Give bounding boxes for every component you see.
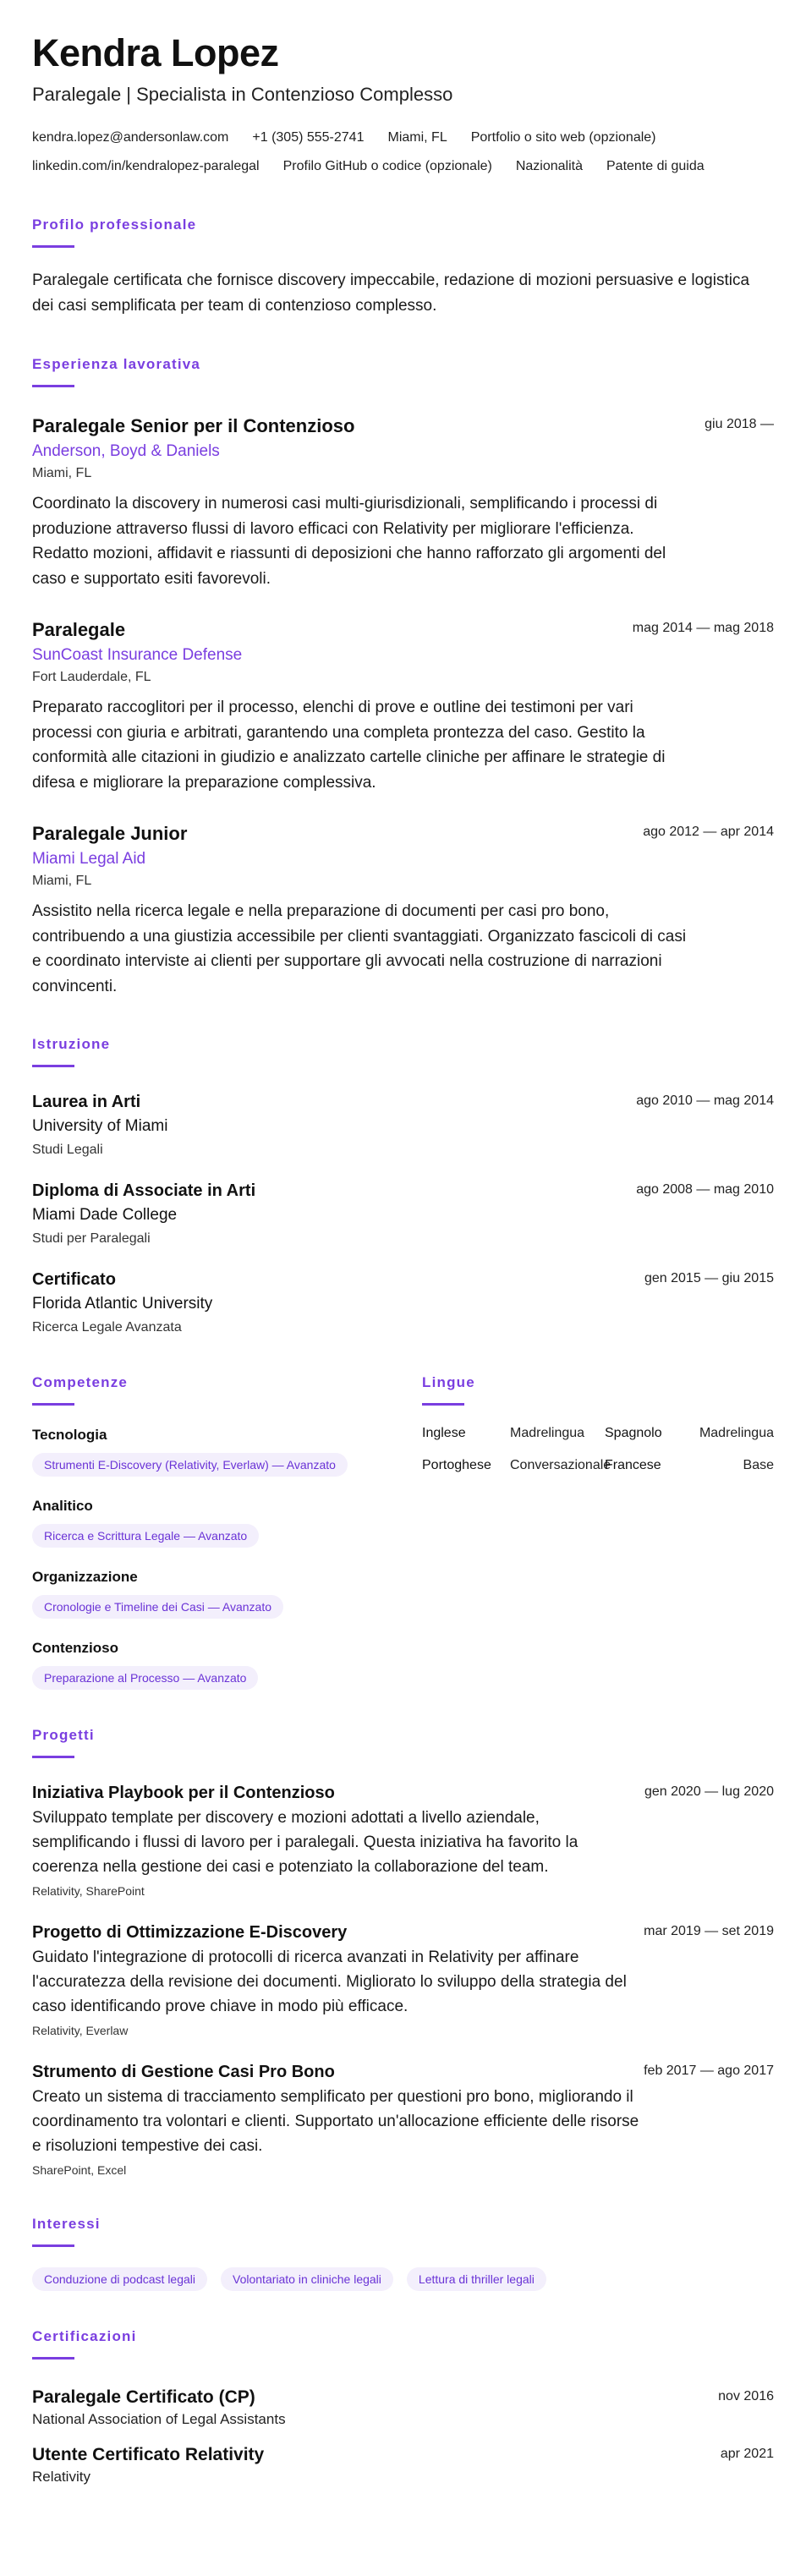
school-name: Miami Dade College bbox=[32, 1206, 178, 1224]
skill-chip: Cronologie e Timeline dei Casi — Avanzato bbox=[32, 1595, 283, 1619]
job-title: Paralegale Junior bbox=[32, 823, 188, 844]
section-divider bbox=[32, 2244, 74, 2247]
experience-section bbox=[32, 356, 774, 999]
certification-issuer: Relativity bbox=[32, 2469, 90, 2485]
certifications-section bbox=[32, 2328, 774, 2486]
project-dates: gen 2020 — lug 2020 bbox=[644, 1784, 774, 1799]
section-title: Istruzione bbox=[32, 1036, 111, 1052]
study-field: Studi Legali bbox=[32, 1143, 103, 1157]
skill-chip: Ricerca e Scrittura Legale — Avanzato bbox=[32, 1524, 259, 1548]
contact-list bbox=[32, 123, 774, 181]
section-divider bbox=[422, 1403, 464, 1406]
certification-entry bbox=[32, 2444, 774, 2486]
section-title: Profilo professionale bbox=[32, 216, 197, 233]
job-description: Coordinato la discovery in numerosi casi multi-giurisdizionali, semplificando i processi di produzione attraverso flussi di lavoro efficaci con Relativity per migliorare l'efficienza. Redatto mozioni, affidavit e riassunti di deposizioni che hanno rafforzato gli argomenti del caso e supportato esiti favorevoli. bbox=[32, 495, 666, 588]
project-tech: SharePoint, Excel bbox=[32, 2163, 127, 2177]
project-entry bbox=[32, 1921, 774, 2039]
contact-github[interactable]: Profilo GitHub o codice (opzionale) bbox=[282, 159, 492, 173]
section-divider bbox=[32, 1065, 74, 1067]
interest-chip: Lettura di thriller legali bbox=[407, 2267, 546, 2291]
project-entry bbox=[32, 1782, 774, 1899]
company-name: Anderson, Boyd & Daniels bbox=[32, 442, 220, 460]
contact-portfolio[interactable]: Portfolio o sito web (opzionale) bbox=[470, 130, 656, 145]
project-description: Guidato l'integrazione di protocolli di ricerca avanzati in Relativity per affinare l'accuratezza della revisione dei documenti. Migliorato lo sviluppo della strategia del caso identificando prove chiave in modo più efficace. bbox=[32, 1948, 627, 2015]
education-entry bbox=[32, 1091, 774, 1159]
contact-nationality: Nazionalità bbox=[515, 159, 583, 173]
project-dates: mar 2019 — set 2019 bbox=[644, 1924, 774, 1938]
profile-section bbox=[32, 216, 774, 319]
project-description: Creato un sistema di tracciamento semplificato per questioni pro bono, migliorando il coordinamento tra volontari e clienti. Supportato un'allocazione efficiente delle risorse e risoluzioni tempestive dei casi. bbox=[32, 2088, 639, 2155]
certification-issuer: National Association of Legal Assistants bbox=[32, 2411, 286, 2427]
interest-list bbox=[32, 2267, 774, 2291]
education-entry bbox=[32, 1180, 774, 1248]
candidate-headline: Paralegale | Specialista in Contenzioso Complesso bbox=[32, 84, 453, 105]
skill-category: Contenzioso bbox=[32, 1640, 118, 1656]
interest-chip: Volontariato in cliniche legali bbox=[221, 2267, 393, 2291]
section-divider bbox=[32, 245, 74, 248]
certification-date: nov 2016 bbox=[718, 2389, 774, 2403]
company-name: SunCoast Insurance Defense bbox=[32, 646, 243, 664]
job-title: Paralegale bbox=[32, 619, 126, 640]
contact-phone[interactable]: +1 (305) 555-2741 bbox=[252, 130, 365, 145]
section-divider bbox=[32, 2357, 74, 2360]
study-field: Ricerca Legale Avanzata bbox=[32, 1320, 182, 1335]
project-name: Progetto di Ottimizzazione E-Discovery bbox=[32, 1923, 348, 1942]
section-divider bbox=[32, 385, 74, 387]
language-level: Conversazionale bbox=[510, 1458, 611, 1472]
skill-category: Analitico bbox=[32, 1498, 93, 1514]
section-divider bbox=[32, 1756, 74, 1758]
skill-group bbox=[32, 1497, 422, 1548]
job-description: Assistito nella ricerca legale e nella preparazione di documenti per casi pro bono, contribuendo a una giustizia accessibile per clienti svantaggiati. Organizzato fascicoli di casi e coordinato interviste ai clienti per supportare gli avvocati nella costruzione di narrazioni convincenti. bbox=[32, 902, 687, 995]
project-tech: Relativity, Everlaw bbox=[32, 2024, 129, 2037]
job-title: Paralegale Senior per il Contenzioso bbox=[32, 415, 355, 436]
job-dates: ago 2012 — apr 2014 bbox=[643, 825, 774, 839]
section-title: Esperienza lavorativa bbox=[32, 356, 201, 372]
contact-email[interactable]: kendra.lopez@andersonlaw.com bbox=[32, 130, 229, 145]
experience-entry bbox=[32, 414, 774, 591]
education-dates: ago 2010 — mag 2014 bbox=[636, 1093, 774, 1108]
education-section bbox=[32, 1036, 774, 1337]
language-name: Inglese bbox=[422, 1426, 466, 1440]
school-name: University of Miami bbox=[32, 1117, 168, 1135]
experience-entry bbox=[32, 822, 774, 999]
company-name: Miami Legal Aid bbox=[32, 850, 146, 868]
section-title: Interessi bbox=[32, 2216, 101, 2232]
job-dates: mag 2014 — mag 2018 bbox=[632, 621, 774, 635]
experience-entry bbox=[32, 618, 774, 795]
degree-title: Certificato bbox=[32, 1270, 116, 1289]
project-entry bbox=[32, 2061, 774, 2179]
language-name: Portoghese bbox=[422, 1458, 491, 1472]
skill-chip: Preparazione al Processo — Avanzato bbox=[32, 1666, 258, 1690]
language-name: Francese bbox=[605, 1458, 661, 1472]
skill-group bbox=[32, 1426, 422, 1477]
section-title: Competenze bbox=[32, 1374, 129, 1390]
project-name: Iniziativa Playbook per il Contenzioso bbox=[32, 1784, 335, 1802]
certification-entry bbox=[32, 2387, 774, 2429]
certification-name: Utente Certificato Relativity bbox=[32, 2445, 265, 2464]
project-description: Sviluppato template per discovery e mozioni adottati a livello aziendale, semplificando i flussi di lavoro per i paralegali. Questa iniziativa ha favorito la coerenza nella gestione dei casi e potenziato la collaborazione del team. bbox=[32, 1809, 578, 1876]
skill-category: Organizzazione bbox=[32, 1569, 138, 1585]
projects-section bbox=[32, 1727, 774, 2179]
contact-location: Miami, FL bbox=[387, 130, 447, 145]
school-name: Florida Atlantic University bbox=[32, 1295, 213, 1313]
skill-group bbox=[32, 1568, 422, 1619]
education-dates: ago 2008 — mag 2010 bbox=[636, 1182, 774, 1197]
certification-name: Paralegale Certificato (CP) bbox=[32, 2387, 255, 2407]
resume-header bbox=[32, 32, 774, 181]
section-title: Certificazioni bbox=[32, 2328, 137, 2344]
job-location: Fort Lauderdale, FL bbox=[32, 670, 151, 684]
skill-groups bbox=[32, 1426, 422, 1690]
job-location: Miami, FL bbox=[32, 874, 92, 888]
skill-chip: Strumenti E-Discovery (Relativity, Everlaw) — Avanzato bbox=[32, 1453, 348, 1477]
language-name: Spagnolo bbox=[605, 1426, 662, 1440]
education-entry bbox=[32, 1269, 774, 1337]
language-list bbox=[422, 1424, 774, 1475]
contact-license: Patente di guida bbox=[606, 159, 705, 173]
interest-chip: Conduzione di podcast legali bbox=[32, 2267, 207, 2291]
skill-group bbox=[32, 1639, 422, 1690]
language-level: Madrelingua bbox=[510, 1426, 585, 1440]
education-dates: gen 2015 — giu 2015 bbox=[644, 1271, 774, 1285]
section-title: Lingue bbox=[422, 1374, 475, 1390]
skills-languages-row bbox=[32, 1374, 774, 1690]
section-title: Progetti bbox=[32, 1727, 95, 1743]
contact-linkedin[interactable]: linkedin.com/in/kendralopez-paralegal bbox=[32, 159, 260, 173]
project-dates: feb 2017 — ago 2017 bbox=[644, 2064, 774, 2078]
profile-summary: Paralegale certificata che fornisce discovery impeccabile, redazione di mozioni persuasive e logistica dei casi semplificata per team di contenzioso complesso. bbox=[32, 271, 750, 315]
degree-title: Laurea in Arti bbox=[32, 1093, 141, 1111]
section-divider bbox=[32, 1403, 74, 1406]
job-dates: giu 2018 — bbox=[705, 417, 774, 431]
interests-section bbox=[32, 2216, 774, 2291]
skills-section bbox=[32, 1374, 422, 1690]
degree-title: Diploma di Associate in Arti bbox=[32, 1181, 256, 1200]
language-level: Base bbox=[743, 1458, 774, 1472]
study-field: Studi per Paralegali bbox=[32, 1231, 151, 1246]
project-tech: Relativity, SharePoint bbox=[32, 1884, 145, 1898]
certification-date: apr 2021 bbox=[720, 2447, 774, 2461]
skill-category: Tecnologia bbox=[32, 1427, 107, 1443]
languages-section bbox=[422, 1374, 774, 1690]
candidate-name: Kendra Lopez bbox=[32, 31, 279, 74]
language-level: Madrelingua bbox=[699, 1426, 774, 1440]
job-location: Miami, FL bbox=[32, 466, 92, 480]
project-name: Strumento di Gestione Casi Pro Bono bbox=[32, 2063, 335, 2081]
job-description: Preparato raccoglitori per il processo, elenchi di prove e outline dei testimoni per vari processi con giuria e arbitrati, garantendo una completa prontezza del caso. Gestito la conformità alle citazioni in giudizio e analizzato cartelle cliniche per affinare le strategie di difesa e migliorare la preparazione complessiva. bbox=[32, 699, 666, 792]
